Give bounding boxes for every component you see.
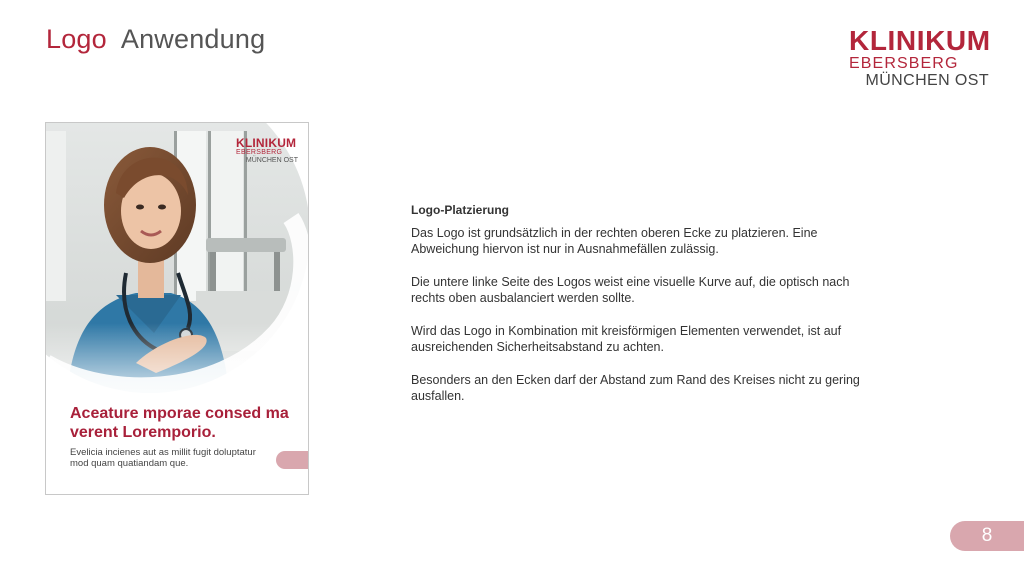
poster-logo [236, 137, 298, 165]
poster-headline: Aceature mporae consed ma verent Loremporio. [70, 405, 289, 441]
section-heading: Logo-Platzierung [411, 203, 509, 217]
poster-logo-line2: EBERSBERG [236, 149, 283, 156]
poster-subtext: Evelicia incienes aut as millit fugit doluptatur mod quam quatiandam que. [70, 447, 256, 469]
poster-logo-line3: MÜNCHEN OST [245, 157, 298, 164]
poster-photo [46, 123, 308, 413]
brand-logo-line3: MÜNCHEN OST [865, 72, 989, 89]
brand-logo-line1: KLINIKUM [849, 25, 991, 56]
paragraph-2: Die untere linke Seite des Logos weist eine visuelle Kurve auf, die optisch nach rechts oben ausbalanciert werden sollte. [411, 275, 850, 305]
title-highlight: Logo [46, 24, 107, 54]
poster-pill-decoration [276, 451, 309, 469]
paragraph-4: Besonders an den Ecken darf der Abstand zum Rand des Kreises nicht zu gering ausfallen. [411, 373, 860, 403]
poster-logo-line1: KLINIKUM [236, 136, 297, 150]
brand-logo [849, 27, 989, 90]
poster-example [45, 122, 309, 495]
paragraph-1: Das Logo ist grundsätzlich in der rechten oberen Ecke zu platzieren. Eine Abweichung hiervon ist nur in Ausnahmefällen zulässig. [411, 226, 818, 256]
page-title [46, 24, 265, 55]
paragraph-3: Wird das Logo in Kombination mit kreisförmigen Elementen verwendet, ist auf ausreichenden Sicherheitsabstand zu achten. [411, 324, 842, 354]
page-number: 8 [950, 521, 1024, 551]
brand-logo-line2: EBERSBERG [849, 55, 959, 72]
title-rest: Anwendung [120, 24, 266, 54]
content-block [411, 202, 861, 421]
